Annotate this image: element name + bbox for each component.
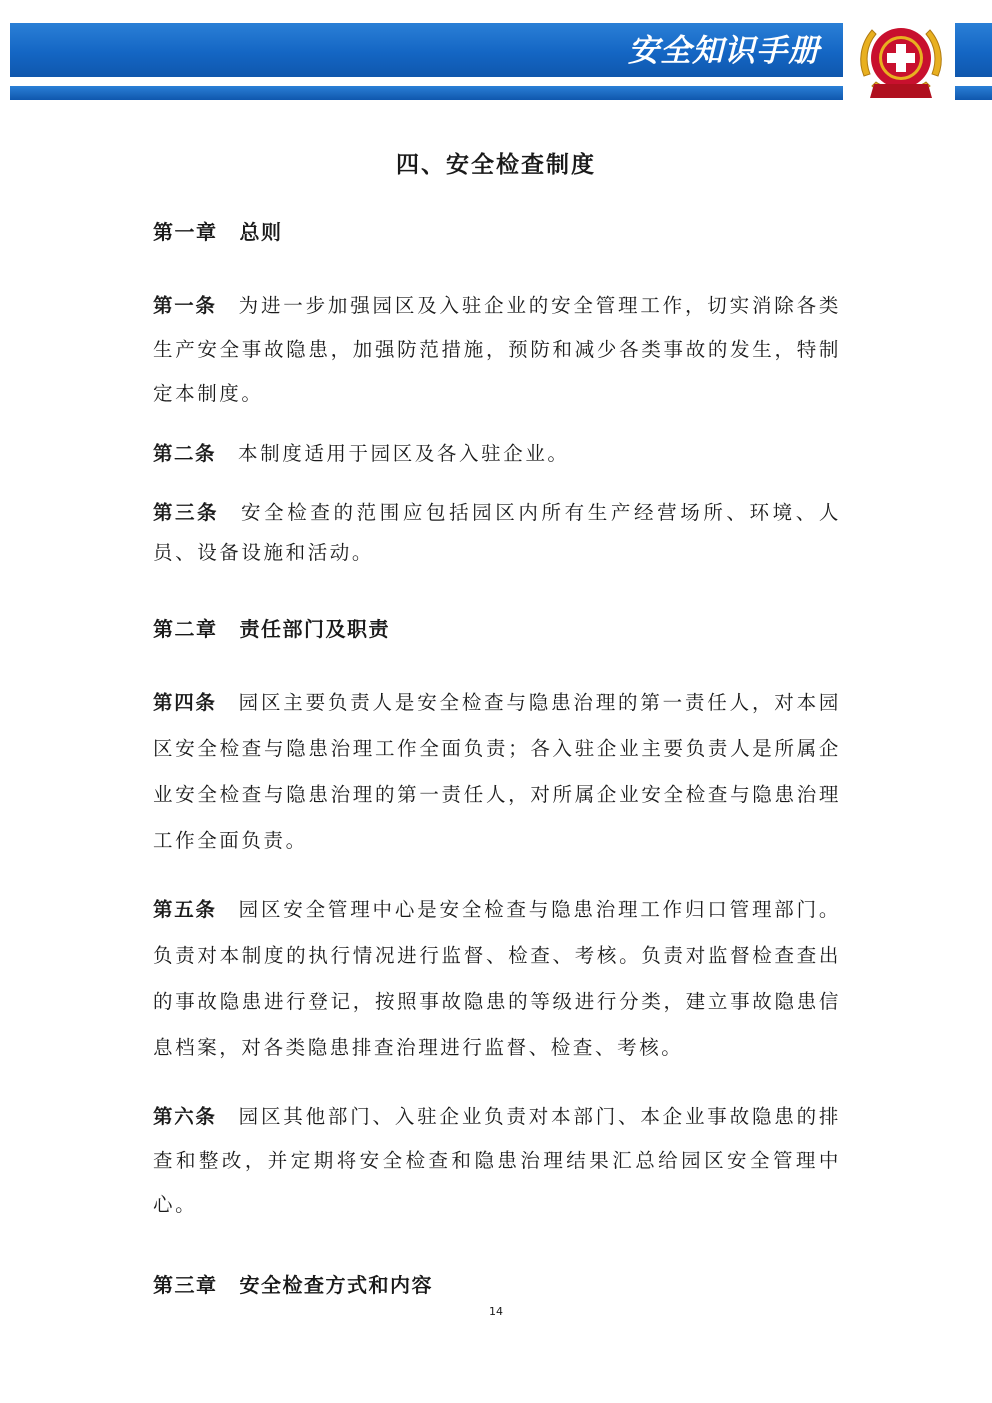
article: [153, 680, 841, 864]
chapter-heading: [153, 216, 283, 245]
header-banner-stripe: [10, 86, 843, 100]
chapter-label: 第三章: [153, 1273, 218, 1297]
chapter-name: 总则: [239, 220, 283, 244]
safety-cross-emblem-icon: [852, 14, 950, 104]
article-text: 本制度适用于园区及各入驻企业。: [238, 442, 570, 465]
section-title: 四、安全检查制度: [396, 151, 596, 178]
header-banner-divider: [10, 77, 843, 86]
page-number: 14: [489, 1305, 503, 1318]
article: [153, 284, 841, 416]
chapter-name: 责任部门及职责: [239, 617, 390, 641]
article-label: 第六条: [153, 1105, 217, 1128]
article-label: 第二条: [153, 442, 217, 465]
article-label: 第五条: [153, 898, 217, 921]
article: [153, 493, 841, 573]
article: [153, 887, 841, 1071]
article-label: 第一条: [153, 294, 217, 317]
article: [153, 1095, 841, 1227]
chapter-heading: [153, 1269, 433, 1298]
article-text: 园区其他部门、入驻企业负责对本部门、本企业事故隐患的排查和整改，并定期将安全检查和隐患治理结果汇总给园区安全管理中心。: [153, 1105, 841, 1216]
article-label: 第三条: [153, 501, 220, 524]
chapter-heading: [153, 613, 390, 642]
chapter-label: 第二章: [153, 617, 218, 641]
handbook-title: 安全知识手册: [628, 33, 820, 69]
header-banner-right-stripe: [955, 86, 992, 100]
article-text: 安全检查的范围应包括园区内所有生产经营场所、环境、人员、设备设施和活动。: [153, 501, 841, 564]
article-text: 为进一步加强园区及入驻企业的安全管理工作，切实消除各类生产安全事故隐患，加强防范措施，预防和减少各类事故的发生，特制定本制度。: [153, 294, 841, 405]
header-banner-right: [955, 23, 992, 77]
article-label: 第四条: [153, 691, 217, 714]
article-text: 园区主要负责人是安全检查与隐患治理的第一责任人，对本园区安全检查与隐患治理工作全面负责；各入驻企业主要负责人是所属企业安全检查与隐患治理的第一责任人，对所属企业安全检查与隐患治理工作全面负责。: [153, 691, 841, 852]
article: [153, 438, 841, 470]
article-text: 园区安全管理中心是安全检查与隐患治理工作归口管理部门。负责对本制度的执行情况进行监督、检查、考核。负责对监督检查查出的事故隐患进行登记，按照事故隐患的等级进行分类，建立事故隐患信息档案，对各类隐患排查治理进行监督、检查、考核。: [153, 898, 841, 1059]
chapter-label: 第一章: [153, 220, 218, 244]
chapter-name: 安全检查方式和内容: [239, 1273, 433, 1297]
